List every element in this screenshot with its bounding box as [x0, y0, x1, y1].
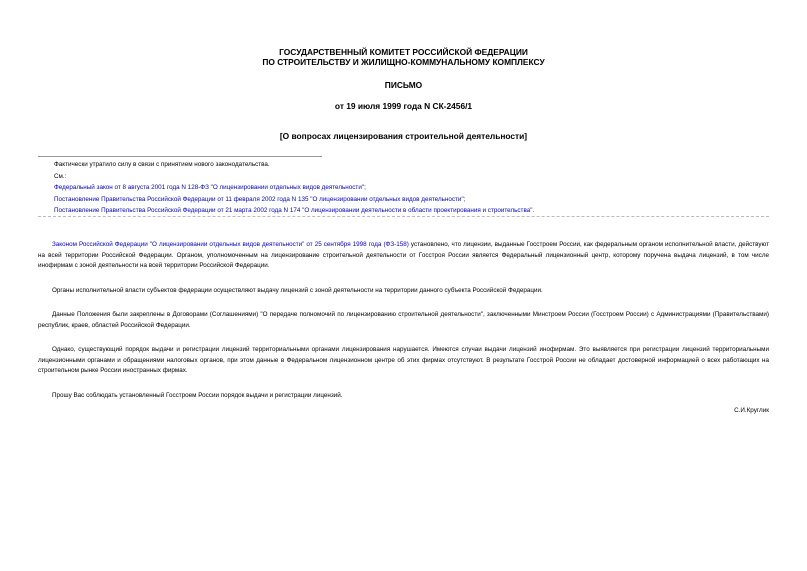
org-line-1: ГОСУДАРСТВЕННЫЙ КОМИТЕТ РОССИЙСКОЙ ФЕДЕРАЦИИ — [279, 47, 528, 57]
notes-top-divider — [38, 156, 322, 157]
see-label: См.: — [54, 172, 67, 180]
status-text: Фактически утратило силу в связи с принятием нового законодательства. — [54, 161, 270, 168]
link-resolution-174[interactable]: Постановление Правительства Российской Федерации от 21 марта 2002 года N 174 "О лицензировании деятельности в области проектирования и строительства". — [54, 207, 535, 215]
notes-bottom-divider — [38, 216, 769, 217]
document-kind: ПИСЬМО — [384, 80, 423, 90]
link-federal-law-128[interactable]: Федеральный закон от 8 августа 2001 года N 128-ФЗ "О лицензировании отдельных видов деятельности"; — [54, 184, 366, 192]
paragraph-3: Данные Положения были закреплены в Договорами (Соглашениями) "О передаче полномочий по лицензированию строительной деятельности", заключенными Минстроем России (Госстроем России) с Администрациями (Правительствами) республик, краев, областей Российской Федерации. — [38, 311, 769, 329]
paragraph-2: Органы исполнительной власти субъектов федерации осуществляют выдачу лицензий с зоной деятельности на территории данного субъекта Российской Федерации. — [52, 286, 543, 294]
letter-body — [38, 240, 769, 415]
link-resolution-135[interactable]: Постановление Правительства Российской Федерации от 11 февраля 2002 года N 135 "О лицензировании отдельных видов деятельности"; — [54, 195, 466, 203]
document-date-number: от 19 июля 1999 года N СК-2456/1 — [334, 101, 473, 111]
status-notes — [54, 159, 534, 217]
issuing-organization — [38, 47, 769, 67]
link-law-fz-158[interactable]: Законом Российской Федерации "О лицензировании отдельных видов деятельности" от 25 сентября 1998 года (ФЗ-158) — [52, 241, 409, 248]
paragraph-4: Однако, существующий порядок выдачи и регистрации лицензий территориальными органами лицензирования нарушается. Имеются случаи выдачи лицензий инофирмам. Это выявляется при регистрации лицензий территориальными лицензионными органами и обращениями налоговых органов, при этом данные в Федеральном лицензионном центре об этих фирмах отсутствуют. В результате Госстрой России не обладает достоверной информацией о всех работающих на строительном рынке России иностранных фирмах. — [38, 346, 769, 374]
paragraph-1 — [38, 240, 769, 272]
paragraph-5: Прошу Вас соблюдать установленный Госстроем России порядок выдачи и регистрации лицензий. — [52, 391, 343, 399]
paragraph-1-text: установлено, что лицензии, выданные Госстроем России, как федеральным органом исполнительной власти, действуют на всей территории Российской Федерации. Органом, уполномоченным на лицензирование строительной деятельности от Госстроя России является Федеральный лицензионный центр, которому поручена выдача лицензий, в том числе инофирмам с зоной деятельности на всей территории Российской Федерации. — [38, 241, 769, 269]
org-line-2: ПО СТРОИТЕЛЬСТВУ И ЖИЛИЩНО-КОММУНАЛЬНОМУ КОМПЛЕКСУ — [262, 57, 545, 67]
document-subject: [О вопросах лицензирования строительной деятельности] — [279, 131, 528, 141]
signature: С.И.Круглик — [734, 407, 769, 414]
